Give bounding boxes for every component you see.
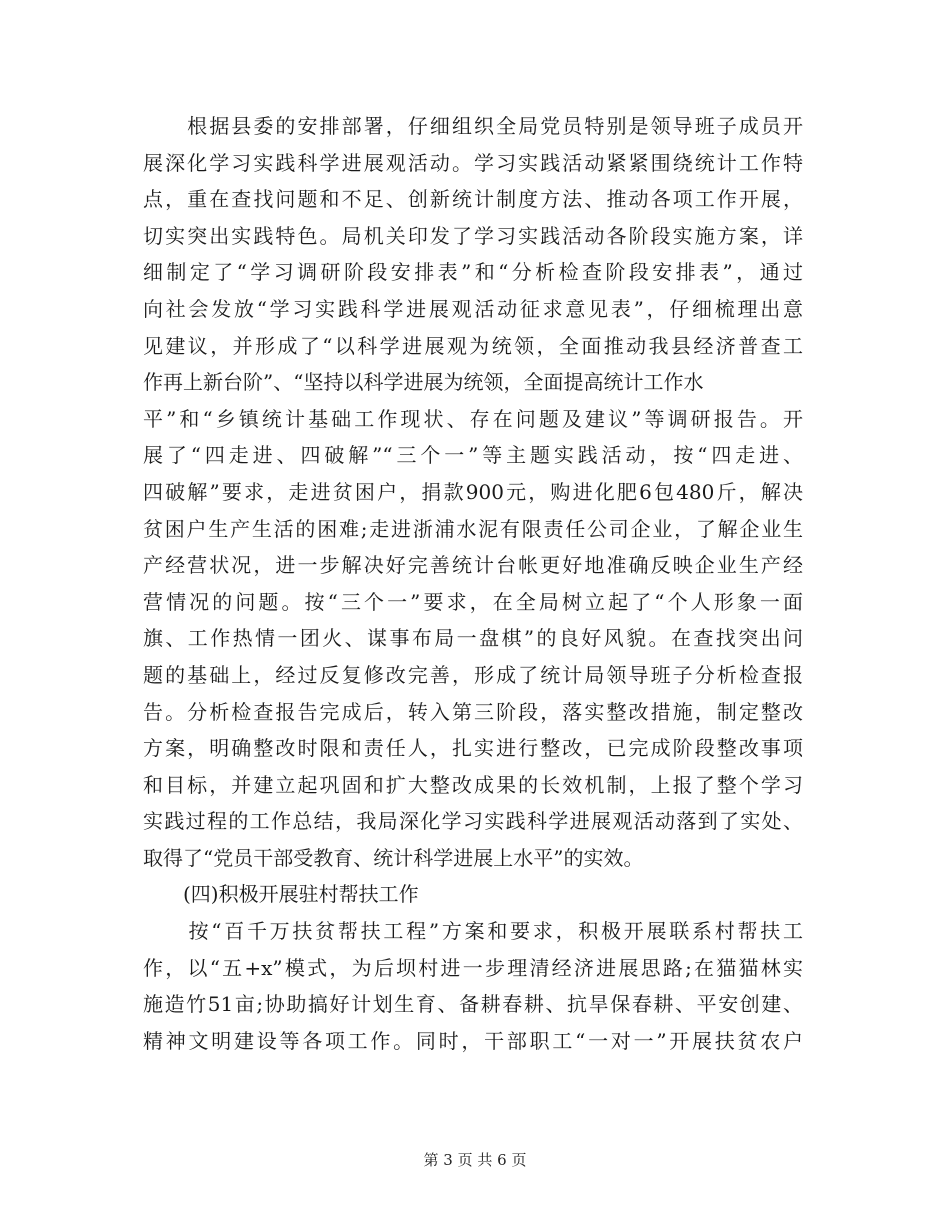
text-line: 方案，明确整改时限和责任人，扎实进行整改，已完成阶段整改事项 [143,736,803,761]
text-line: 平”和“乡镇统计基础工作现状、存在问题及建议”等调研报告。开 [143,406,803,431]
paragraph-village-assistance [143,913,803,1059]
text-line: 根据县委的安排部署，仔细组织全局党员特别是领导班子成员开 [143,114,803,138]
page-number-footer: 第 3 页 共 6 页 [423,1151,527,1169]
text-line: 产经营状况，进一步解决好完善统计台帐更好地准确反映企业生产经 [143,553,803,578]
text-line: 四破解”要求，走进贫困户，捐款900元，购进化肥6包480斤，解决 [143,479,803,504]
text-line: 施造竹51亩;协助搞好计划生育、备耕春耕、抗旱保春耕、平安创建、 [143,992,803,1017]
text-line: 营情况的问题。按“三个一”要求，在全局树立起了“个人形象一面 [143,589,803,614]
text-line: 旗、工作热情一团火、谋事布局一盘棋”的良好风貌。在查找突出问 [143,626,803,651]
text-line: 点，重在查找问题和不足、创新统计制度方法、推动各项工作开展， [143,187,803,212]
text-line: 作，以“五+x”模式，为后坝村进一步理清经济进展思路;在猫猫林实 [143,955,803,980]
document-body [143,108,803,1059]
text-line: 切实突出实践特色。局机关印发了学习实践活动各阶段实施方案，详 [143,223,803,248]
text-line: 和目标，并建立起巩固和扩大整改成果的长效机制，上报了整个学习 [143,772,803,797]
text-line: 精神文明建设等各项工作。同时，干部职工“一对一”开展扶贫农户 [143,1028,803,1053]
text-line: 细制定了“学习调研阶段安排表”和“分析检查阶段安排表”，通过 [143,260,803,285]
text-line: 贫困户生产生活的困难;走进浙浦水泥有限责任公司企业，了解企业生 [143,516,803,541]
text-line: 见建议，并形成了“以科学进展观为统领，全面推动我县经济普查工 [143,333,803,358]
text-line: 实践过程的工作总结，我局深化学习实践科学进展观活动落到了实处、 [143,809,803,834]
text-line: 告。分析检查报告完成后，转入第三阶段，落实整改措施，制定整改 [143,699,803,724]
text-line: 题的基础上，经过反复修改完善，形成了统计局领导班子分析检查报 [143,662,803,687]
text-line: 取得了“党员干部受教育、统计科学进展上水平”的实效。 [143,845,644,870]
text-line: 作再上新台阶”、“坚持以科学进展为统领，全面提高统计工作水 [143,370,704,395]
text-line: 向社会发放“学习实践科学进展观活动征求意见表”，仔细梳理出意 [143,296,803,321]
paragraph-study-practice [143,108,803,876]
text-line: 展了“四走进、四破解”“三个一”等主题实践活动，按“四走进、 [143,443,803,468]
text-line: 展深化学习实践科学进展观活动。学习实践活动紧紧围绕统计工作特 [143,150,803,175]
text-line: 按“百千万扶贫帮扶工程”方案和要求，积极开展联系村帮扶工 [143,919,803,944]
section-heading: (四)积极开展驻村帮扶工作 [143,882,419,907]
